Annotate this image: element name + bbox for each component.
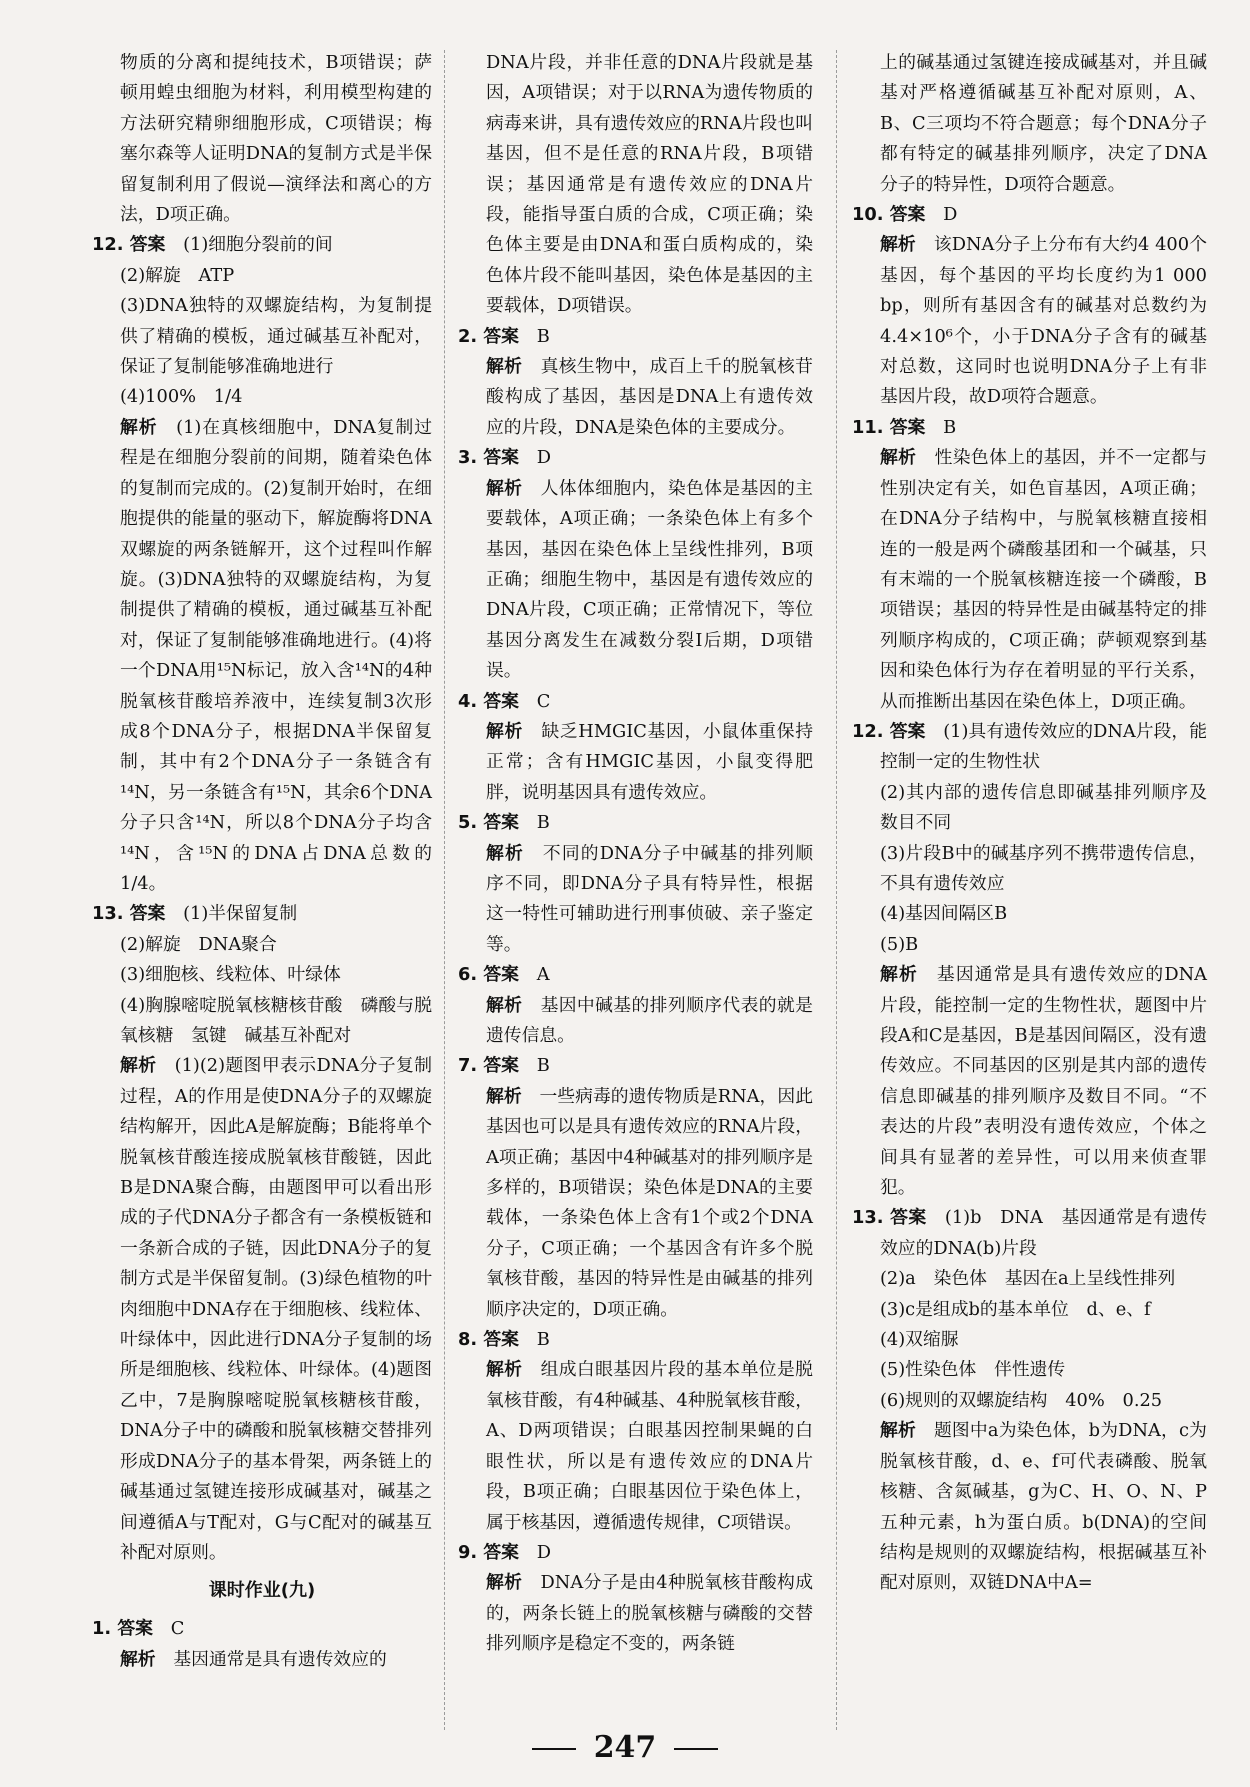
- answer-paragraph: [458, 717, 813, 808]
- text-paragraph: [852, 899, 1207, 929]
- text-paragraph: [852, 48, 1207, 200]
- paragraph-text: (3)c是组成b的基本单位 d、e、f: [880, 1298, 1151, 1320]
- paragraph-label: 解析: [486, 1359, 523, 1381]
- footer-dash: [674, 1748, 718, 1750]
- answer-paragraph: [852, 413, 1207, 443]
- paragraph-label: 解析: [486, 1572, 523, 1594]
- paragraph-text: (1)b DNA 基因通常是有遗传效应的DNA(b)片段: [880, 1207, 1207, 1259]
- paragraph-label: 1. 答案: [92, 1618, 153, 1640]
- paragraph-label: 2. 答案: [458, 325, 519, 347]
- paragraph-text: (4)双缩脲: [880, 1329, 959, 1351]
- paragraph-text: C: [170, 1618, 185, 1640]
- text-paragraph: [852, 1325, 1207, 1355]
- answer-paragraph: [92, 1614, 432, 1644]
- paragraph-text: 上的碱基通过氢键连接成碱基对，并且碱基对严格遵循碱基互补配对原则，A、B、C三项均不符合题意；每个DNA分子都有特定的碱基排列顺序，决定了DNA分子的特异性，D项符合题意。: [880, 52, 1207, 195]
- paragraph-text: DNA片段，并非任意的DNA片段就是基因，A项错误；对于以RNA为遗传物质的病毒来讲，具有遗传效应的RNA片段也叫基因，但不是任意的RNA片段，B项错误；基因通常是有遗传效应的DNA片段，能指导蛋白质的合成，C项正确；染色体主要是由DNA和蛋白质构成的，染色体片段不能叫基因，染色体是基因的主要载体，D项错误。: [486, 52, 813, 317]
- paragraph-text: 人体体细胞内，染色体是基因的主要载体，A项正确；一条染色体上有多个基因，基因在染色体上呈线性排列，B项正确；细胞生物中，基因是有遗传效应的DNA片段，C项正确；正常情况下，等位基因分离发生在减数分裂Ⅰ后期，D项错误。: [486, 477, 813, 682]
- paragraph-text: 课时作业(九): [208, 1580, 316, 1602]
- column-right: [852, 48, 1207, 1599]
- answer-paragraph: [458, 960, 813, 990]
- paragraph-label: 10. 答案: [852, 204, 926, 226]
- answer-paragraph: [458, 991, 813, 1052]
- paragraph-text: (3)细胞核、线粒体、叶绿体: [120, 964, 341, 986]
- paragraph-text: (1)(2)题图甲表示DNA分子复制过程，A的作用是使DNA分子的双螺旋结构解开，因此A是解旋酶；B能将单个脱氧核苷酸连接成脱氧核苷酸链，因此B是DNA聚合酶，由题图甲可以看出形成的子代DNA分子都含有一条模板链和一条新合成的子链，因此DNA分子的复制方式是半保留复制。(3)绿色植物的叶肉细胞中DNA存在于细胞核、线粒体、叶绿体中，因此进行DNA分子复制的场所是细胞核、线粒体、叶绿体。(4)题图乙中，7是胸腺嘧啶脱氧核糖核苷酸，DNA分子中的磷酸和脱氧核糖交替排列形成DNA分子的基本骨架，两条链上的碱基通过氢键连接形成碱基对，碱基之间遵循A与T配对，G与C配对的碱基互补配对原则。: [120, 1055, 432, 1563]
- column-middle: [458, 48, 813, 1660]
- paragraph-text: 该DNA分子上分布有大约4 400个基因，每个基因的平均长度约为1 000 bp，则所有基因含有的碱基对总数约为4.4×10⁶个，小于DNA分子含有的碱基对总数，这同时也说明DNA分子上有非基因片段，故D项符合题意。: [880, 234, 1207, 408]
- paragraph-text: B: [943, 416, 957, 438]
- paragraph-text: D: [943, 204, 958, 226]
- column-divider: [444, 50, 445, 1730]
- text-paragraph: [458, 48, 813, 322]
- paragraph-text: (4)100% 1/4: [120, 386, 243, 408]
- answer-paragraph: [458, 443, 813, 473]
- paragraph-label: 解析: [486, 356, 523, 378]
- answer-paragraph: [458, 322, 813, 352]
- paragraph-text: B: [536, 1055, 550, 1077]
- answer-paragraph: [852, 443, 1207, 717]
- column-left: [92, 48, 432, 1675]
- paragraph-text: 不同的DNA分子中碱基的排列顺序不同，即DNA分子具有特异性，根据这一特性可辅助进行刑事侦破、亲子鉴定等。: [486, 842, 813, 955]
- answer-paragraph: [92, 899, 432, 929]
- paragraph-text: D: [536, 1541, 551, 1563]
- paragraph-text: DNA分子是由4种脱氧核苷酸构成的，两条长链上的脱氧核糖与磷酸的交替排列顺序是稳定不变的，两条链: [486, 1572, 813, 1655]
- answer-paragraph: [458, 352, 813, 443]
- answer-paragraph: [92, 413, 432, 900]
- paragraph-label: 6. 答案: [458, 964, 519, 986]
- paragraph-text: (2)其内部的遗传信息即碱基排列顺序及数目不同: [880, 781, 1207, 834]
- answer-paragraph: [458, 1082, 813, 1325]
- paragraph-label: 13. 答案: [92, 903, 166, 925]
- paragraph-text: (5)B: [880, 933, 919, 955]
- answer-paragraph: [458, 474, 813, 687]
- text-paragraph: [92, 930, 432, 960]
- paragraph-label: 解析: [880, 447, 917, 469]
- answer-paragraph: [852, 717, 1207, 778]
- paragraph-label: 3. 答案: [458, 447, 519, 469]
- paragraph-text: 缺乏HMGIC基因，小鼠体重保持正常；含有HMGIC基因，小鼠变得肥胖，说明基因具有遗传效应。: [486, 720, 813, 803]
- text-paragraph: [852, 1386, 1207, 1416]
- answer-paragraph: [852, 200, 1207, 230]
- paragraph-label: 9. 答案: [458, 1541, 519, 1563]
- answer-paragraph: [852, 1203, 1207, 1264]
- paragraph-label: 5. 答案: [458, 812, 519, 834]
- text-paragraph: [92, 291, 432, 382]
- paragraph-text: 基因通常是具有遗传效应的: [173, 1648, 387, 1670]
- paragraph-label: 解析: [880, 964, 918, 986]
- page-number-footer: [0, 1730, 1250, 1765]
- paragraph-label: 解析: [120, 1055, 157, 1077]
- answer-paragraph: [458, 1538, 813, 1568]
- paragraph-text: (2)解旋 DNA聚合: [120, 933, 277, 955]
- text-paragraph: [852, 839, 1207, 900]
- answer-paragraph: [92, 1645, 432, 1675]
- answer-paragraph: [852, 960, 1207, 1203]
- text-paragraph: [852, 778, 1207, 839]
- paragraph-text: (1)细胞分裂前的间: [183, 234, 333, 256]
- paragraph-text: (3)片段B中的碱基序列不携带遗传信息，不具有遗传效应: [880, 842, 1207, 894]
- paragraph-label: 解析: [880, 1420, 916, 1442]
- text-paragraph: [92, 382, 432, 412]
- paragraph-text: 题图中a为染色体，b为DNA，c为脱氧核苷酸，d、e、f可代表磷酸、脱氧核糖、含氮碱基，g为C、H、O、N、P五种元素，h为蛋白质。b(DNA)的空间结构是规则的双螺旋结构，根据碱基互补配对原则，双链DNA中A=: [880, 1420, 1207, 1594]
- footer-dash: [532, 1748, 576, 1750]
- paragraph-text: D: [536, 447, 551, 469]
- paragraph-label: 11. 答案: [852, 416, 926, 438]
- page-number: 247: [593, 1730, 657, 1765]
- paragraph-label: 解析: [486, 720, 523, 742]
- paragraph-label: 8. 答案: [458, 1329, 519, 1351]
- paragraph-text: B: [536, 812, 550, 834]
- paragraph-text: 基因中碱基的排列顺序代表的就是遗传信息。: [486, 994, 813, 1046]
- paragraph-text: B: [536, 1329, 550, 1351]
- text-paragraph: [852, 930, 1207, 960]
- paragraph-text: (1)在真核细胞中，DNA复制过程是在细胞分裂前的间期，随着染色体的复制而完成的。(2)复制开始时，在细胞提供的能量的驱动下，解旋酶将DNA双螺旋的两条链解开，这个过程叫作解旋。(3)DNA独特的双螺旋结构，为复制提供了精确的模板，通过碱基互补配对，保证了复制能够准确地进行。(4)将一个DNA用¹⁵N标记，放入含¹⁴N的4种脱氧核苷酸培养液中，连续复制3次形成8个DNA分子，根据DNA半保留复制，其中有2个DNA分子一条链含有¹⁴N，另一条链含有¹⁵N，其余6个DNA分子只含¹⁴N，所以8个DNA分子均含¹⁴N，含¹⁵N的DNA占DNA总数的1/4。: [120, 416, 432, 894]
- paragraph-label: 13. 答案: [852, 1207, 927, 1229]
- paragraph-text: (4)胸腺嘧啶脱氧核糖核苷酸 磷酸与脱氧核糖 氢键 碱基互补配对: [120, 994, 432, 1046]
- paragraph-label: 解析: [486, 842, 524, 864]
- paragraph-label: 解析: [486, 1085, 522, 1107]
- text-paragraph: [852, 1264, 1207, 1294]
- paragraph-label: 12. 答案: [852, 720, 926, 742]
- text-paragraph: [92, 991, 432, 1052]
- answer-paragraph: [92, 1051, 432, 1568]
- paragraph-label: 4. 答案: [458, 690, 519, 712]
- answer-paragraph: [458, 1325, 813, 1355]
- paragraph-label: 解析: [486, 477, 523, 499]
- paragraph-text: (5)性染色体 伴性遗传: [880, 1359, 1066, 1381]
- text-paragraph: [92, 48, 432, 230]
- text-paragraph: [92, 960, 432, 990]
- text-paragraph: [92, 261, 432, 291]
- answer-paragraph: [92, 230, 432, 260]
- paragraph-text: 基因通常是具有遗传效应的DNA片段，能控制一定的生物性状，题图中片段A和C是基因，B是基因间隔区，没有遗传效应。不同基因的区别是其内部的遗传信息即碱基的排列顺序及数目不同。“不表达的片段”表明没有遗传效应，个体之间具有显著的差异性，可以用来侦查罪犯。: [880, 964, 1207, 1199]
- paragraph-text: 性染色体上的基因，并不一定都与性别决定有关，如色盲基因，A项正确；在DNA分子结构中，与脱氧核糖直接相连的一般是两个磷酸基团和一个碱基，只有末端的一个脱氧核糖连接一个磷酸，B项错误；基因的特异性是由碱基特定的排列顺序构成的，C项正确；萨顿观察到基因和染色体行为存在着明显的平行关系，从而推断出基因在染色体上，D项正确。: [880, 447, 1207, 712]
- answer-paragraph: [458, 839, 813, 961]
- answer-paragraph: [458, 1051, 813, 1081]
- answer-paragraph: [458, 1568, 813, 1659]
- paragraph-text: (2)a 染色体 基因在a上呈线性排列: [880, 1268, 1176, 1290]
- paragraph-text: (2)解旋 ATP: [120, 264, 235, 286]
- paragraph-label: 解析: [486, 994, 523, 1016]
- column-divider: [836, 50, 837, 1730]
- answer-paragraph: [852, 230, 1207, 412]
- paragraph-text: A: [536, 964, 550, 986]
- text-paragraph: [852, 1295, 1207, 1325]
- answer-paragraph: [458, 808, 813, 838]
- paragraph-text: 真核生物中，成百上千的脱氧核苷酸构成了基因，基因是DNA上有遗传效应的片段，DNA是染色体的主要成分。: [486, 356, 813, 438]
- answer-paragraph: [852, 1416, 1207, 1598]
- paragraph-label: 7. 答案: [458, 1055, 519, 1077]
- paragraph-label: 解析: [120, 416, 158, 438]
- text-paragraph: [852, 1355, 1207, 1385]
- paragraph-text: (4)基因间隔区B: [880, 903, 1008, 925]
- paragraph-text: 物质的分离和提纯技术，B项错误；萨顿用蝗虫细胞为材料，利用模型构建的方法研究精卵细胞形成，C项错误；梅塞尔森等人证明DNA的复制方式是半保留复制利用了假说—演绎法和离心的方法，D项正确。: [120, 52, 432, 226]
- paragraph-label: 12. 答案: [92, 234, 166, 256]
- paragraph-label: 解析: [880, 234, 916, 256]
- paragraph-text: (3)DNA独特的双螺旋结构，为复制提供了精确的模板，通过碱基互补配对，保证了复制能够准确地进行: [120, 295, 432, 378]
- paragraph-text: (6)规则的双螺旋结构 40% 0.25: [880, 1389, 1163, 1411]
- paragraph-text: 组成白眼基因片段的基本单位是脱氧核苷酸，有4种碱基、4种脱氧核苷酸，A、D两项错误；白眼基因控制果蝇的白眼性状，所以是有遗传效应的DNA片段，B项正确；白眼基因位于染色体上，属于核基因，遵循遗传规律，C项错误。: [486, 1359, 813, 1533]
- paragraph-text: 一些病毒的遗传物质是RNA，因此基因也可以是具有遗传效应的RNA片段，A项正确；基因中4种碱基对的排列顺序是多样的，B项错误；染色体是DNA的主要载体，一条染色体上含有1个或2个DNA分子，C项正确；一个基因含有许多个脱氧核苷酸，基因的特异性是由碱基的排列顺序决定的，D项正确。: [486, 1085, 813, 1320]
- paragraph-text: (1)具有遗传效应的DNA片段，能控制一定的生物性状: [880, 720, 1207, 773]
- paragraph-label: 解析: [120, 1648, 156, 1670]
- paragraph-text: C: [536, 690, 551, 712]
- answer-paragraph: [458, 1355, 813, 1537]
- answer-paragraph: [458, 687, 813, 717]
- paragraph-text: (1)半保留复制: [183, 903, 298, 925]
- section-heading: [92, 1574, 432, 1608]
- paragraph-text: B: [536, 325, 550, 347]
